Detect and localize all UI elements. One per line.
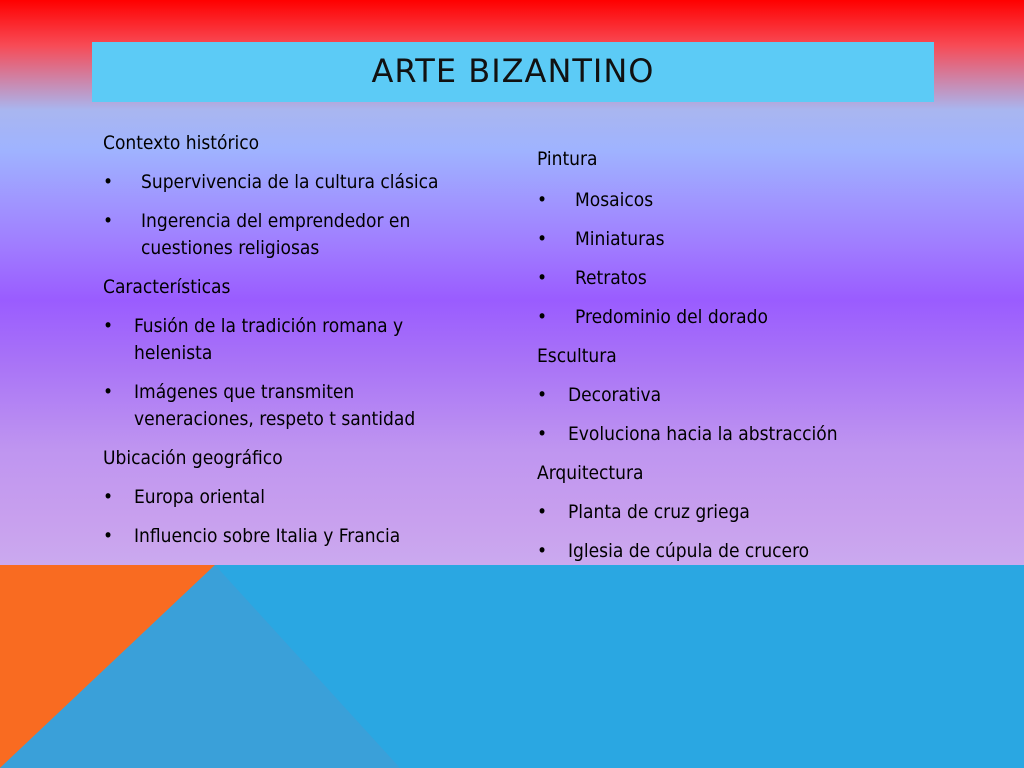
section-caracteristicas [103,274,453,433]
bullet-icon: • [537,267,548,289]
left-column [103,130,453,562]
heading-escultura: Escultura [537,345,617,367]
list-item [537,421,917,448]
list-item-text: Mosaicos [575,189,654,211]
heading-contexto: Contexto histórico [103,132,260,154]
heading-pintura: Pintura [537,148,598,170]
bullet-icon: • [103,486,114,508]
list-item-text: Iglesia de cúpula de crucero [568,540,810,562]
bottom-decoration [0,565,1024,768]
list-item-text: Evoluciona hacia la abstracción [568,423,838,445]
list-item-text: Miniaturas [575,228,665,250]
list-item-text: Imágenes que transmiten veneraciones, respeto t santidad [134,381,416,430]
bullet-icon: • [537,384,548,406]
list-item-text: Influencio sobre Italia y Francia [134,525,401,547]
list-item [103,523,453,550]
list-item [103,484,453,511]
bullet-icon: • [103,381,114,403]
list-item [103,169,453,196]
list-item [103,208,453,262]
list-item-text: Fusión de la tradición romana y helenista [134,315,404,364]
bullet-icon: • [103,525,114,547]
section-arquitectura [537,460,917,565]
bullet-icon: • [103,210,114,232]
bullet-icon: • [537,423,548,445]
list-item-text: Retratos [575,267,647,289]
slide-title: ARTE BIZANTINO [371,52,655,90]
heading-ubicacion: Ubicación geográfico [103,447,283,469]
list-item [103,379,453,433]
title-bar [92,42,934,102]
list-item-text: Planta de cruz griega [568,501,750,523]
bullet-icon: • [537,189,548,211]
section-escultura [537,343,917,448]
list-item-text: Decorativa [568,384,662,406]
list-item-text: Predominio del dorado [575,306,768,328]
section-contexto [103,130,453,262]
list-item [537,265,917,292]
list-item [537,187,917,214]
bullet-icon: • [537,306,548,328]
heading-arquitectura: Arquitectura [537,462,644,484]
list-item [103,313,453,367]
heading-caracteristicas: Características [103,276,231,298]
list-item-text: Ingerencia del emprendedor en cuestiones religiosas [141,210,411,259]
bullet-icon: • [103,171,114,193]
bullet-icon: • [537,540,548,562]
orange-triangle-decoration [0,565,1024,768]
list-item [537,226,917,253]
list-item-text: Supervivencia de la cultura clásica [141,171,439,193]
bullet-icon: • [537,501,548,523]
list-item [537,304,917,331]
right-column [537,146,917,577]
list-item-text: Europa oriental [134,486,265,508]
bullet-icon: • [537,228,548,250]
section-ubicacion [103,445,453,550]
list-item [537,499,917,526]
bullet-icon: • [103,315,114,337]
section-pintura [537,146,917,331]
list-item [537,538,917,565]
list-item [537,382,917,409]
